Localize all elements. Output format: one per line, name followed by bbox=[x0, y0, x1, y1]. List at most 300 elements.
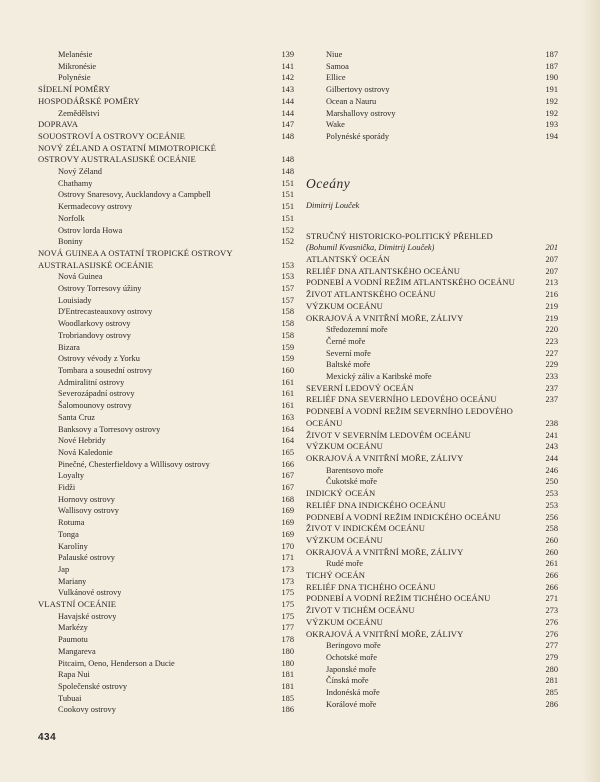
toc-entry-page: 266 bbox=[545, 571, 558, 581]
toc-entry-title: Mexický záliv a Karibské moře bbox=[326, 372, 432, 382]
toc-entry-page: 148 bbox=[281, 167, 294, 177]
toc-entry-title: Čukotské moře bbox=[326, 477, 377, 487]
toc-entry-page: 281 bbox=[545, 676, 558, 686]
toc-entry bbox=[38, 365, 294, 377]
toc-entry-title: Loyalty bbox=[58, 471, 85, 481]
toc-entry bbox=[38, 552, 294, 564]
toc-entry-page: 144 bbox=[281, 108, 294, 118]
toc-entry-title: OKRAJOVÁ A VNITŘNÍ MOŘE, ZÁLIVY bbox=[306, 312, 464, 323]
toc-entry bbox=[306, 61, 558, 73]
toc-entry bbox=[38, 459, 294, 471]
toc-heading-entry bbox=[306, 593, 558, 605]
toc-entry-page: 171 bbox=[281, 553, 294, 563]
toc-entry-title: ŽIVOT V INDICKÉM OCEÁNU bbox=[306, 523, 426, 534]
toc-entry-page: 271 bbox=[545, 594, 558, 604]
toc-entry-page: 164 bbox=[281, 424, 294, 434]
toc-entry-page: 279 bbox=[545, 652, 558, 662]
toc-entry-page: 157 bbox=[281, 295, 294, 305]
toc-entry bbox=[38, 541, 294, 553]
toc-heading-entry bbox=[306, 488, 558, 500]
toc-right-bottom-list bbox=[306, 231, 558, 711]
toc-entry bbox=[38, 669, 294, 681]
toc-entry-page: 260 bbox=[545, 547, 558, 557]
toc-heading-entry bbox=[38, 143, 294, 155]
toc-entry-page: 175 bbox=[281, 600, 294, 610]
toc-entry-page: 152 bbox=[281, 225, 294, 235]
toc-entry bbox=[306, 336, 558, 348]
toc-entry bbox=[38, 505, 294, 517]
toc-entry bbox=[306, 687, 558, 699]
toc-entry-page: 148 bbox=[281, 155, 294, 165]
toc-entry bbox=[38, 236, 294, 248]
toc-heading-entry bbox=[38, 96, 294, 108]
toc-entry-title: Wallisovy ostrovy bbox=[58, 506, 119, 516]
toc-entry bbox=[38, 470, 294, 482]
toc-entry-title: Středozemní moře bbox=[326, 325, 388, 335]
toc-entry-title: Admiralitní ostrovy bbox=[58, 377, 125, 387]
toc-entry bbox=[38, 587, 294, 599]
toc-entry-page: 167 bbox=[281, 483, 294, 493]
toc-entry bbox=[38, 634, 294, 646]
toc-entry-title: Mangareva bbox=[58, 646, 96, 656]
toc-entry-title: PODNEBÍ A VODNÍ REŽIM SEVERNÍHO LEDOVÉHO bbox=[306, 406, 513, 417]
toc-entry-title: SEVERNÍ LEDOVÝ OCEÁN bbox=[306, 382, 414, 393]
toc-heading-entry bbox=[306, 277, 558, 289]
toc-entry-page: 260 bbox=[545, 535, 558, 545]
toc-entry-title: Boniny bbox=[58, 237, 83, 247]
toc-entry bbox=[306, 652, 558, 664]
toc-entry bbox=[38, 283, 294, 295]
toc-entry bbox=[38, 295, 294, 307]
toc-entry bbox=[306, 348, 558, 360]
toc-entry bbox=[38, 412, 294, 424]
toc-entry-title: Markézy bbox=[58, 623, 88, 633]
toc-entry-title: Korálové moře bbox=[326, 699, 377, 709]
toc-entry-page: 168 bbox=[281, 494, 294, 504]
toc-entry-title: Trobriandovy ostrovy bbox=[58, 330, 131, 340]
toc-entry-title: NOVÝ ZÉLAND A OSTATNÍ MIMOTROPICKÉ bbox=[38, 142, 216, 153]
toc-right-top-list bbox=[306, 49, 558, 143]
toc-heading-entry bbox=[306, 406, 558, 418]
toc-entry bbox=[38, 435, 294, 447]
toc-entry bbox=[38, 494, 294, 506]
toc-entry-page: 169 bbox=[281, 506, 294, 516]
toc-entry-title: Mikronésie bbox=[58, 61, 97, 71]
toc-entry bbox=[38, 622, 294, 634]
toc-entry-title: Kermadecovy ostrovy bbox=[58, 202, 133, 212]
toc-entry-title: Fidži bbox=[58, 483, 76, 493]
toc-heading-entry bbox=[306, 301, 558, 313]
toc-entry-page: 141 bbox=[281, 61, 294, 71]
toc-entry-page: 158 bbox=[281, 307, 294, 317]
toc-entry-title: OSTROVY AUSTRALASIJSKÉ OCEÁNIE bbox=[38, 154, 196, 165]
toc-entry-title: VLASTNÍ OCEÁNIE bbox=[38, 599, 117, 610]
toc-entry-page: 143 bbox=[281, 85, 294, 95]
toc-entry bbox=[306, 131, 558, 143]
toc-entry-page: 285 bbox=[545, 688, 558, 698]
toc-entry-page: 256 bbox=[545, 512, 558, 522]
toc-entry-page: 139 bbox=[281, 50, 294, 59]
toc-entry-page: 160 bbox=[281, 365, 294, 375]
toc-entry-title: INDICKÝ OCEÁN bbox=[306, 488, 376, 499]
toc-entry-title: RELIÉF DNA INDICKÉHO OCEÁNU bbox=[306, 499, 446, 510]
toc-entry-page: 192 bbox=[545, 96, 558, 106]
toc-entry bbox=[38, 611, 294, 623]
toc-entry-page: 167 bbox=[281, 471, 294, 481]
section-author: Dimitrij Louček bbox=[306, 200, 360, 210]
toc-entry bbox=[38, 400, 294, 412]
toc-entry bbox=[306, 359, 558, 371]
toc-entry bbox=[38, 271, 294, 283]
toc-entry-page: 178 bbox=[281, 635, 294, 645]
toc-entry-page: 148 bbox=[281, 131, 294, 141]
toc-entry-title: ATLANTSKÝ OCEÁN bbox=[306, 254, 390, 265]
toc-entry-page: 169 bbox=[281, 518, 294, 528]
toc-entry-title: Ostrovy vévody z Yorku bbox=[58, 354, 140, 364]
toc-entry-page: 227 bbox=[545, 348, 558, 358]
toc-entry-page: 233 bbox=[545, 372, 558, 382]
toc-entry-title: OKRAJOVÁ A VNITŘNÍ MOŘE, ZÁLIVY bbox=[306, 452, 464, 463]
toc-entry-title: PODNEBÍ A VODNÍ REŽIM ATLANTSKÉHO OCEÁNU bbox=[306, 277, 515, 288]
toc-entry bbox=[38, 225, 294, 237]
toc-heading-entry bbox=[38, 131, 294, 143]
toc-entry-title: Banksovy a Torresovy ostrovy bbox=[58, 424, 161, 434]
toc-entry-title: Ostrov lorda Howa bbox=[58, 225, 123, 235]
toc-entry bbox=[306, 476, 558, 488]
toc-entry-title: Woodlarkovy ostrovy bbox=[58, 319, 131, 329]
toc-entry-page: 166 bbox=[281, 459, 294, 469]
toc-entry bbox=[38, 178, 294, 190]
toc-entry-page: 258 bbox=[545, 524, 558, 534]
toc-entry-page: 276 bbox=[545, 629, 558, 639]
toc-entry bbox=[306, 119, 558, 131]
toc-entry-title: TICHÝ OCEÁN bbox=[306, 570, 366, 581]
toc-entry-page: 241 bbox=[545, 430, 558, 440]
toc-entry-title: Niue bbox=[326, 50, 343, 59]
toc-entry bbox=[38, 108, 294, 120]
toc-heading-entry bbox=[306, 313, 558, 325]
toc-entry-title: Norfolk bbox=[58, 213, 85, 223]
toc-entry-page: 185 bbox=[281, 693, 294, 703]
toc-entry-page: 159 bbox=[281, 342, 294, 352]
toc-entry-title: Polynéské sporády bbox=[326, 131, 390, 141]
toc-entry-page: 153 bbox=[281, 272, 294, 282]
toc-entry-title: ŽIVOT V TICHÉM OCEÁNU bbox=[306, 605, 415, 616]
toc-entry-title: Severozápadní ostrovy bbox=[58, 389, 135, 399]
toc-entry-page: 180 bbox=[281, 658, 294, 668]
toc-entry-title: D'Entrecasteauxovy ostrovy bbox=[58, 307, 153, 317]
toc-entry bbox=[306, 558, 558, 570]
toc-entry-title: Společenské ostrovy bbox=[58, 681, 128, 691]
toc-entry-title: VÝZKUM OCEÁNU bbox=[306, 300, 383, 311]
toc-entry-title: Nové Hebridy bbox=[58, 436, 106, 446]
toc-entry bbox=[306, 640, 558, 652]
toc-entry-title: Tombara a sousední ostrovy bbox=[58, 365, 153, 375]
toc-entry-page: 180 bbox=[281, 646, 294, 656]
toc-entry-page: 220 bbox=[545, 325, 558, 335]
toc-heading-entry bbox=[306, 418, 558, 430]
toc-entry-title: Samoa bbox=[326, 61, 349, 71]
toc-heading-entry bbox=[306, 430, 558, 442]
toc-entry bbox=[38, 424, 294, 436]
toc-heading-entry bbox=[306, 453, 558, 465]
toc-entry-page: 213 bbox=[545, 278, 558, 288]
toc-entry bbox=[306, 324, 558, 336]
toc-entry-title: Černé moře bbox=[326, 336, 366, 346]
toc-heading-entry bbox=[306, 617, 558, 629]
toc-entry-page: 266 bbox=[545, 582, 558, 592]
toc-entry-title: Rapa Nui bbox=[58, 670, 90, 680]
toc-entry-title: RELIÉF DNA SEVERNÍHO LEDOVÉHO OCEÁNU bbox=[306, 394, 497, 405]
toc-heading-entry bbox=[306, 394, 558, 406]
toc-entry-title: Polynésie bbox=[58, 73, 91, 83]
toc-entry-page: 173 bbox=[281, 576, 294, 586]
toc-entry-page: 237 bbox=[545, 395, 558, 405]
toc-entry bbox=[38, 166, 294, 178]
toc-entry bbox=[38, 213, 294, 225]
toc-entry-page: 181 bbox=[281, 670, 294, 680]
toc-entry-title: Pitcairn, Oeno, Henderson a Ducie bbox=[58, 658, 175, 668]
toc-heading-entry bbox=[306, 523, 558, 535]
toc-entry-page: 175 bbox=[281, 611, 294, 621]
toc-entry-page: 161 bbox=[281, 401, 294, 411]
toc-entry-title: RELIÉF DNA ATLANTSKÉHO OCEÁNU bbox=[306, 265, 461, 276]
toc-entry-title: OKRAJOVÁ A VNITŘNÍ MOŘE, ZÁLIVY bbox=[306, 546, 464, 557]
toc-entry-title: STRUČNÝ HISTORICKO-POLITICKÝ PŘEHLED bbox=[306, 230, 493, 241]
toc-entry-title: Japonské moře bbox=[326, 664, 377, 674]
toc-entry-page: 186 bbox=[281, 705, 294, 715]
toc-entry-page: 153 bbox=[281, 260, 294, 270]
toc-entry-title: Čínská moře bbox=[326, 676, 369, 686]
toc-entry-title: Palauské ostrovy bbox=[58, 553, 115, 563]
toc-entry-title: Wake bbox=[326, 120, 345, 130]
toc-entry-page: 219 bbox=[545, 301, 558, 311]
toc-entry-title: Šalomounovy ostrovy bbox=[58, 401, 132, 411]
toc-entry bbox=[38, 342, 294, 354]
toc-entry-page: 175 bbox=[281, 588, 294, 598]
toc-entry bbox=[38, 330, 294, 342]
toc-entry-page: 223 bbox=[545, 336, 558, 346]
toc-entry bbox=[38, 201, 294, 213]
toc-entry-page: 194 bbox=[545, 131, 558, 141]
toc-entry bbox=[38, 646, 294, 658]
toc-entry-page: 147 bbox=[281, 120, 294, 130]
toc-entry bbox=[38, 482, 294, 494]
toc-entry-page: 229 bbox=[545, 360, 558, 370]
page-edge bbox=[582, 0, 600, 782]
toc-entry-title: OCEÁNU bbox=[306, 417, 343, 428]
toc-entry-title: Bizara bbox=[58, 342, 80, 352]
toc-entry-page: 163 bbox=[281, 412, 294, 422]
toc-entry-title: DOPRAVA bbox=[38, 119, 79, 130]
toc-entry-page: 191 bbox=[545, 85, 558, 95]
toc-entry bbox=[38, 388, 294, 400]
toc-entry-title: Santa Cruz bbox=[58, 412, 95, 422]
toc-entry-title: Ellice bbox=[326, 73, 346, 83]
toc-right-column bbox=[306, 49, 558, 710]
toc-heading-entry bbox=[38, 84, 294, 96]
toc-entry-title: Beringovo moře bbox=[326, 641, 381, 651]
toc-entry-page: 177 bbox=[281, 623, 294, 633]
toc-entry-page: 161 bbox=[281, 389, 294, 399]
toc-entry-page: 187 bbox=[545, 50, 558, 59]
toc-entry-title: Tonga bbox=[58, 529, 79, 539]
toc-entry-page: 238 bbox=[545, 418, 558, 428]
toc-entry-title: SÍDELNÍ POMĚRY bbox=[38, 84, 111, 95]
toc-entry-title: Marshallovy ostrovy bbox=[326, 108, 396, 118]
toc-entry bbox=[38, 681, 294, 693]
toc-entry-page: 201 bbox=[545, 243, 558, 253]
toc-entry-page: 159 bbox=[281, 354, 294, 364]
section-title: Oceány bbox=[306, 175, 351, 191]
toc-entry-title: VÝZKUM OCEÁNU bbox=[306, 441, 383, 452]
toc-heading-entry bbox=[306, 570, 558, 582]
toc-entry-page: 192 bbox=[545, 108, 558, 118]
toc-entry-page: 253 bbox=[545, 489, 558, 499]
toc-entry-page: 161 bbox=[281, 377, 294, 387]
toc-entry-page: 286 bbox=[545, 699, 558, 709]
toc-entry-title: Melanésie bbox=[58, 50, 93, 59]
toc-heading-entry bbox=[38, 154, 294, 166]
toc-heading-entry bbox=[306, 582, 558, 594]
toc-entry-title: RELIÉF DNA TICHÉHO OCEÁNU bbox=[306, 581, 436, 592]
toc-entry-title: Nová Kaledonie bbox=[58, 447, 113, 457]
toc-entry-title: Rudé moře bbox=[326, 559, 363, 569]
toc-entry bbox=[38, 517, 294, 529]
toc-entry bbox=[306, 465, 558, 477]
toc-entry-title: Ochotské moře bbox=[326, 652, 377, 662]
toc-entry-page: 158 bbox=[281, 319, 294, 329]
toc-entry-title: Ocean a Nauru bbox=[326, 96, 377, 106]
toc-entry-page: 169 bbox=[281, 529, 294, 539]
toc-entry-page: 253 bbox=[545, 500, 558, 510]
toc-entry-title: Hornovy ostrovy bbox=[58, 494, 115, 504]
toc-entry-page: 207 bbox=[545, 255, 558, 265]
toc-entry-title: Baltské moře bbox=[326, 360, 371, 370]
toc-entry-page: 250 bbox=[545, 477, 558, 487]
toc-heading-entry bbox=[306, 289, 558, 301]
toc-entry bbox=[38, 61, 294, 73]
toc-entry-title: VÝZKUM OCEÁNU bbox=[306, 616, 383, 627]
toc-entry-page: 151 bbox=[281, 190, 294, 200]
page-number: 434 bbox=[38, 732, 57, 743]
toc-entry bbox=[306, 664, 558, 676]
toc-entry bbox=[38, 353, 294, 365]
toc-heading-entry bbox=[306, 547, 558, 559]
toc-entry-title: Ostrovy Snaresovy, Aucklandovy a Campbell bbox=[58, 190, 211, 200]
toc-entry-title: ŽIVOT V SEVERNÍM LEDOVÉM OCEÁNU bbox=[306, 429, 471, 440]
toc-entry bbox=[38, 658, 294, 670]
toc-entry bbox=[306, 49, 558, 61]
toc-heading-entry bbox=[306, 383, 558, 395]
toc-entry-page: 165 bbox=[281, 447, 294, 457]
toc-heading-entry bbox=[38, 248, 294, 260]
toc-heading-entry bbox=[306, 254, 558, 266]
toc-heading-entry bbox=[306, 441, 558, 453]
toc-heading-entry bbox=[306, 266, 558, 278]
toc-entry bbox=[38, 377, 294, 389]
toc-entry-page: 173 bbox=[281, 564, 294, 574]
toc-heading-entry bbox=[306, 231, 558, 243]
toc-entry bbox=[306, 699, 558, 711]
toc-entry bbox=[38, 564, 294, 576]
toc-entry-title: Pinečné, Chesterfieldovy a Willisovy ostrovy bbox=[58, 459, 210, 469]
toc-entry-page: 151 bbox=[281, 202, 294, 212]
toc-heading-entry bbox=[306, 500, 558, 512]
toc-entry-page: 277 bbox=[545, 641, 558, 651]
toc-entry-title: Gilbertovy ostrovy bbox=[326, 85, 390, 95]
toc-entry-title: Louisiady bbox=[58, 295, 92, 305]
toc-entry-title: Jap bbox=[58, 564, 70, 574]
toc-entry bbox=[38, 704, 294, 716]
toc-entry-title: Chathamy bbox=[58, 178, 93, 188]
toc-entry-page: 152 bbox=[281, 237, 294, 247]
toc-entry-page: 193 bbox=[545, 120, 558, 130]
toc-entry-title: NOVÁ GUINEA A OSTATNÍ TROPICKÉ OSTROVY bbox=[38, 247, 233, 258]
toc-entry bbox=[38, 72, 294, 84]
toc-entry-title: PODNEBÍ A VODNÍ REŽIM INDICKÉHO OCEÁNU bbox=[306, 511, 501, 522]
toc-entry-title: Zemědělství bbox=[58, 108, 100, 118]
toc-entry-page: 280 bbox=[545, 664, 558, 674]
toc-entry-title: Nový Zéland bbox=[58, 167, 102, 177]
toc-entry bbox=[38, 318, 294, 330]
toc-entry bbox=[38, 447, 294, 459]
toc-entry-page: 142 bbox=[281, 73, 294, 83]
toc-entry bbox=[306, 96, 558, 108]
toc-entry bbox=[38, 189, 294, 201]
toc-entry-title: Severní moře bbox=[326, 348, 371, 358]
toc-entry-title: Ostrovy Torresovy úžiny bbox=[58, 284, 142, 294]
toc-entry-title: Vulkánové ostrovy bbox=[58, 588, 122, 598]
toc-entry-title: Cookovy ostrovy bbox=[58, 705, 116, 715]
toc-entry bbox=[38, 529, 294, 541]
toc-entry-title: VÝZKUM OCEÁNU bbox=[306, 534, 383, 545]
toc-heading-entry bbox=[306, 512, 558, 524]
toc-entry bbox=[38, 693, 294, 705]
toc-entry-page: 181 bbox=[281, 681, 294, 691]
toc-entry-page: 144 bbox=[281, 96, 294, 106]
toc-entry-page: 190 bbox=[545, 73, 558, 83]
toc-entry bbox=[38, 576, 294, 588]
toc-entry bbox=[38, 306, 294, 318]
toc-entry-page: 273 bbox=[545, 606, 558, 616]
toc-entry-title: Havajské ostrovy bbox=[58, 611, 117, 621]
toc-entry-page: 261 bbox=[545, 559, 558, 569]
toc-entry-title: AUSTRALASIJSKÉ OCEÁNIE bbox=[38, 259, 154, 270]
toc-entry-title: Karolíny bbox=[58, 541, 88, 551]
toc-entry-title: Tubuai bbox=[58, 693, 82, 703]
toc-entry-title: HOSPODÁŘSKÉ POMĚRY bbox=[38, 95, 140, 106]
toc-entry-page: 207 bbox=[545, 266, 558, 276]
toc-entry-title: SOUOSTROVÍ A OSTROVY OCEÁNIE bbox=[38, 130, 185, 141]
toc-heading-entry bbox=[306, 535, 558, 547]
toc-entry-page: 164 bbox=[281, 436, 294, 446]
toc-heading-entry bbox=[306, 605, 558, 617]
toc-entry-title: OKRAJOVÁ A VNITŘNÍ MOŘE, ZÁLIVY bbox=[306, 628, 464, 639]
toc-entry-page: 244 bbox=[545, 453, 558, 463]
toc-entry-title: Mariany bbox=[58, 576, 87, 586]
toc-entry bbox=[306, 72, 558, 84]
toc-entry-title: Rotuma bbox=[58, 518, 85, 528]
toc-entry-page: 237 bbox=[545, 383, 558, 393]
toc-heading-entry bbox=[38, 119, 294, 131]
toc-entry-page: 219 bbox=[545, 313, 558, 323]
toc-entry-page: 151 bbox=[281, 178, 294, 188]
toc-entry bbox=[306, 242, 558, 254]
toc-left-column bbox=[38, 49, 294, 716]
toc-entry-page: 187 bbox=[545, 61, 558, 71]
toc-heading-entry bbox=[38, 260, 294, 272]
